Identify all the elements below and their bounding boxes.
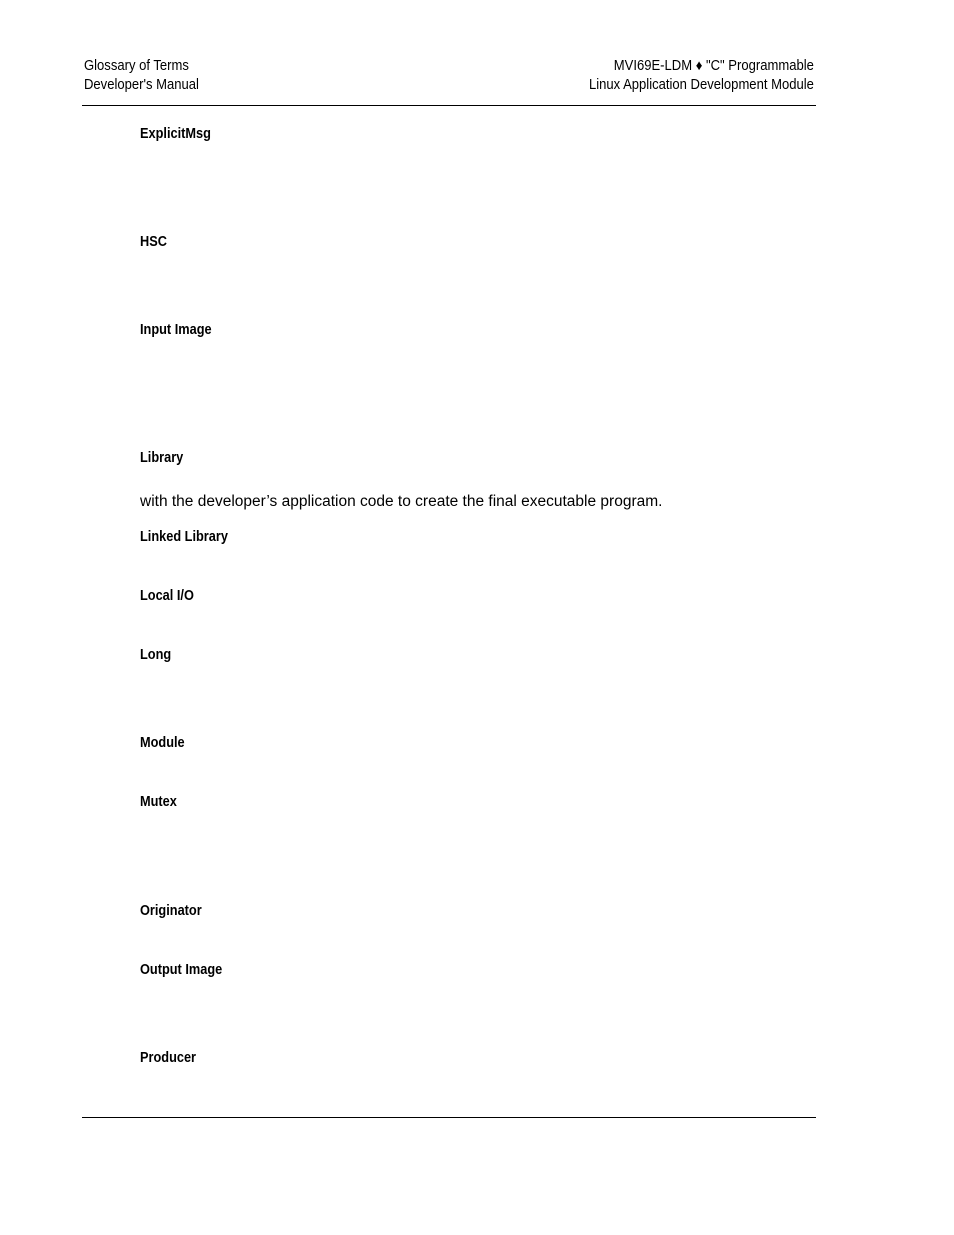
glossary-term: Local I/O: [140, 588, 194, 604]
glossary-term: Input Image: [140, 322, 212, 338]
header-divider: [82, 105, 816, 106]
header-section-title: Glossary of Terms: [84, 58, 189, 74]
header-product-description: Linux Application Development Module: [589, 77, 814, 93]
glossary-term: HSC: [140, 234, 167, 250]
glossary-term: ExplicitMsg: [140, 126, 211, 142]
running-header-left: [84, 57, 199, 95]
glossary-term: Mutex: [140, 794, 177, 810]
glossary-term: Output Image: [140, 962, 223, 978]
footer-divider: [82, 1117, 816, 1118]
header-product-name: MVI69E-LDM ♦ "C" Programmable: [613, 58, 814, 74]
glossary-term: Module: [140, 735, 185, 751]
glossary-term: Long: [140, 647, 172, 663]
glossary-term: Producer: [140, 1050, 197, 1066]
glossary-term: Linked Library: [140, 529, 228, 545]
glossary-definition-text: with the developer’s application code to create the final executable program.: [140, 493, 663, 510]
glossary-term: Originator: [140, 903, 202, 919]
header-manual-title: Developer's Manual: [84, 77, 199, 93]
glossary-term: Library: [140, 450, 184, 466]
running-header-right: [589, 57, 814, 95]
